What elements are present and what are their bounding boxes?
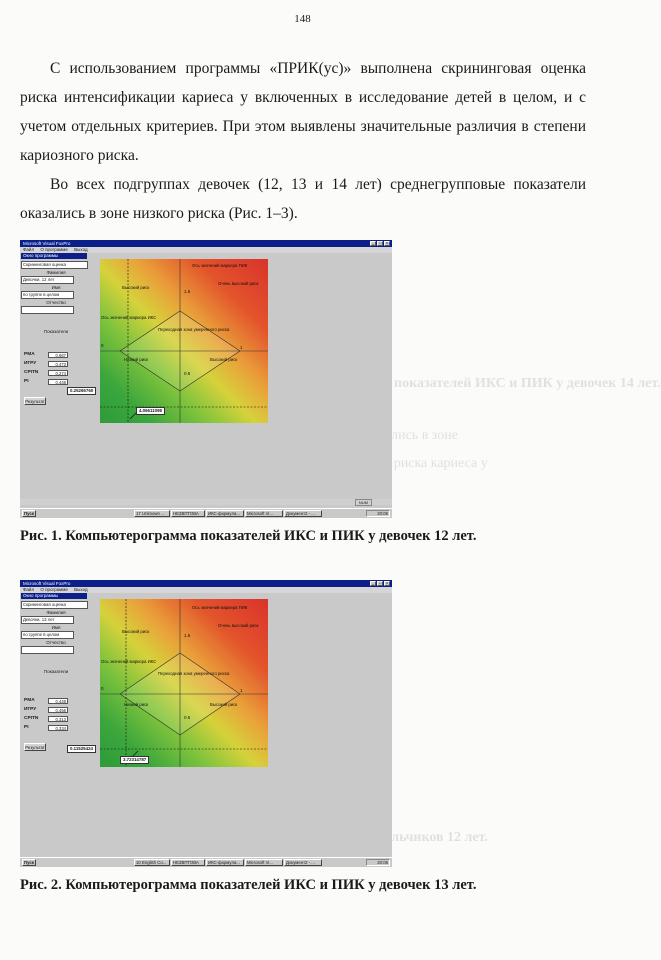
- status-num: NUM: [355, 499, 372, 506]
- taskbar-clock-2: 20:06: [366, 859, 390, 866]
- maximize-button-2[interactable]: □: [378, 581, 382, 585]
- task-item-5-2[interactable]: Документ2 - ...: [284, 859, 322, 866]
- index-value-cpitn-2[interactable]: 0.313: [48, 716, 68, 722]
- menu-about[interactable]: О программе: [40, 247, 68, 252]
- task-item-3[interactable]: ИКС-формула...: [206, 510, 244, 517]
- paragraph-2: Во всех подгруппах девочек (12, 13 и 14 лет) среднегрупповые показатели оказались в зоне низкого риска (Рис. 1–3).: [20, 176, 586, 222]
- panel-title-2: Скрининговая оценка: [21, 601, 88, 609]
- window-title-2: Microsoft Visual FoxPro: [23, 581, 71, 586]
- figure-1-caption: Рис. 1. Компьютерограмма показателей ИКС и ПИК у девочек 12 лет.: [20, 528, 477, 544]
- result-button-2[interactable]: Результат: [25, 745, 45, 750]
- index-value-pma-2[interactable]: 0.448: [48, 698, 68, 704]
- window-title: Microsoft Visual FoxPro: [23, 241, 71, 246]
- tick-1: 1: [240, 345, 243, 350]
- iks-axis-label: Ось значений маркера ИКС: [101, 315, 157, 320]
- name-field-2[interactable]: Девочки, 13 лет: [21, 616, 74, 624]
- x-coordinate-readout-2: 0.11525424: [67, 745, 96, 753]
- page-number: 148: [294, 13, 311, 25]
- result-button[interactable]: Результат: [25, 399, 45, 404]
- task-item-4-2[interactable]: Microsoft Vi...: [245, 859, 283, 866]
- group-field[interactable]: по группе в целом: [21, 291, 74, 299]
- pik-axis-label: Ось значений маркера ПИК: [192, 263, 248, 268]
- subwindow-title-2: Окно программы: [21, 593, 87, 599]
- bleed-line-4: мальчиков 12 лет.: [374, 830, 488, 845]
- close-button[interactable]: x: [384, 241, 390, 246]
- risk-chart-2: [100, 599, 268, 767]
- menu-exit[interactable]: Выход: [74, 247, 88, 252]
- screenshot-figure-1: [20, 240, 392, 518]
- patronymic-label-2: Отчество: [46, 640, 66, 645]
- tick-0-2: 0: [101, 686, 104, 691]
- index-value-pma[interactable]: 0.667: [48, 352, 68, 358]
- x-coordinate-readout: 0.25265760: [67, 387, 96, 395]
- name-label: Фамилия: [46, 270, 66, 275]
- menu-file[interactable]: Файл: [23, 247, 35, 252]
- task-item-2-2[interactable]: НЕЗВПТОВА: [171, 859, 205, 866]
- name-label-2: Фамилия: [46, 610, 66, 615]
- menu-file-2[interactable]: Файл: [23, 587, 35, 592]
- paragraph-1: С использованием программы «ПРИК(ус)» выполнена скрининговая оценка риска интенсификации кариеса у включенных в исследование детей в целом, и с учетом отдельных критериев. При этом выявлены значительные различия в степени кариозного риска.: [20, 60, 586, 164]
- index-label-igru-2: ИГРУ: [24, 707, 37, 712]
- index-value-pi-2[interactable]: 0.334: [48, 725, 68, 731]
- maximize-button[interactable]: □: [378, 241, 382, 245]
- minimize-button-2[interactable]: _: [370, 581, 376, 586]
- start-button-2[interactable]: Пуск: [22, 859, 36, 866]
- transition-zone-label-2: Переходная зона умеренного риска: [158, 671, 230, 676]
- task-item-2[interactable]: НЕЗВПТОВА: [171, 510, 205, 517]
- bleed-line-2: в зоне: [421, 428, 458, 443]
- taskbar: [20, 508, 392, 518]
- low-risk-label-2: Низкий риск: [124, 702, 149, 707]
- task-item-5[interactable]: Документ2 - ...: [284, 510, 322, 517]
- subwindow-title: Окно программы: [21, 253, 87, 259]
- high-risk-label-top-2: Высокий риск: [122, 629, 150, 634]
- start-button[interactable]: Пуск: [22, 510, 36, 517]
- screenshot-figure-2: [20, 580, 392, 866]
- high-risk-label-right: Высокий риск: [210, 357, 238, 362]
- tick-1-5-2: 1.5: [184, 633, 191, 638]
- index-value-cpitn[interactable]: 0.274: [48, 370, 68, 376]
- index-value-igru[interactable]: 0.473: [48, 361, 68, 367]
- taskbar-2: [20, 857, 392, 867]
- window-titlebar-2: [20, 580, 392, 587]
- task-item-1[interactable]: 17 Unknown ...: [134, 510, 170, 517]
- index-label-pi-2: PI: [24, 725, 29, 730]
- tick-0-5-2: 0.5: [184, 715, 191, 720]
- y-coordinate-readout: 4.06611098: [136, 407, 165, 415]
- patronymic-field[interactable]: [21, 306, 74, 314]
- very-high-risk-label-2: Очень высокий риск: [218, 623, 259, 628]
- tick-0: 0: [101, 343, 104, 348]
- task-item-3-2[interactable]: ИКС-формула...: [206, 859, 244, 866]
- iks-axis-label-2: Ось значений маркера ИКС: [101, 659, 157, 664]
- indices-label-2: Показатели: [43, 669, 69, 674]
- task-item-4[interactable]: Microsoft Vi...: [245, 510, 283, 517]
- high-risk-label-right-2: Высокий риск: [210, 702, 238, 707]
- window-titlebar: [20, 240, 392, 247]
- low-risk-label: Низкий риск: [124, 357, 149, 362]
- panel-title: Скрининговая оценка: [21, 261, 88, 269]
- patronymic-field-2[interactable]: [21, 646, 74, 654]
- bleed-line-1: Рис. 3. Компьютерограмма показателей ИКС и ПИК у девочек 14 лет.: [220, 376, 661, 391]
- figure-2-caption: Рис. 2. Компьютерограмма показателей ИКС и ПИК у девочек 13 лет.: [20, 877, 477, 893]
- bleed-line-3: риска кариеса у: [393, 456, 488, 471]
- close-button-2[interactable]: x: [384, 581, 390, 586]
- pik-axis-label-2: Ось значений маркера ПИК: [192, 605, 248, 610]
- very-high-risk-label: Очень высокий риск: [218, 281, 259, 286]
- index-label-pma: PMA: [24, 352, 35, 357]
- taskbar-clock: 20:06: [366, 510, 390, 517]
- index-value-pi[interactable]: 0.448: [48, 379, 68, 385]
- input-panel-2: [21, 601, 91, 675]
- tick-1-5: 1.5: [184, 289, 191, 294]
- minimize-button[interactable]: _: [370, 241, 376, 246]
- tick-1-2: 1: [240, 688, 243, 693]
- group-field-2[interactable]: по группе в целом: [21, 631, 74, 639]
- task-item-1-2[interactable]: 10 English Co...: [134, 859, 170, 866]
- tick-0-5: 0.5: [184, 371, 191, 376]
- index-label-cpitn-2: CPITN: [24, 716, 39, 721]
- index-value-igru-2[interactable]: 0.456: [48, 707, 68, 713]
- index-label-igru: ИГРУ: [24, 361, 37, 366]
- group-label-2: Имя: [51, 625, 61, 630]
- input-panel: [21, 261, 91, 335]
- index-label-pi: PI: [24, 379, 29, 384]
- menu-exit-2[interactable]: Выход: [74, 587, 88, 592]
- menu-about-2[interactable]: О программе: [40, 587, 68, 592]
- index-label-pma-2: PMA: [24, 698, 35, 703]
- high-risk-label-top: Высокий риск: [122, 285, 150, 290]
- indices-label: Показатели: [43, 329, 69, 334]
- status-bar: [20, 499, 392, 505]
- index-label-cpitn: CPITN: [24, 370, 39, 375]
- transition-zone-label: Переходная зона умеренного риска: [158, 327, 230, 332]
- patronymic-label: Отчество: [46, 300, 66, 305]
- risk-chart: [100, 259, 268, 423]
- name-field[interactable]: Девочки, 12 лет: [21, 276, 74, 284]
- y-coordinate-readout-2: 3.72314787: [120, 756, 149, 764]
- group-label: Имя: [51, 285, 61, 290]
